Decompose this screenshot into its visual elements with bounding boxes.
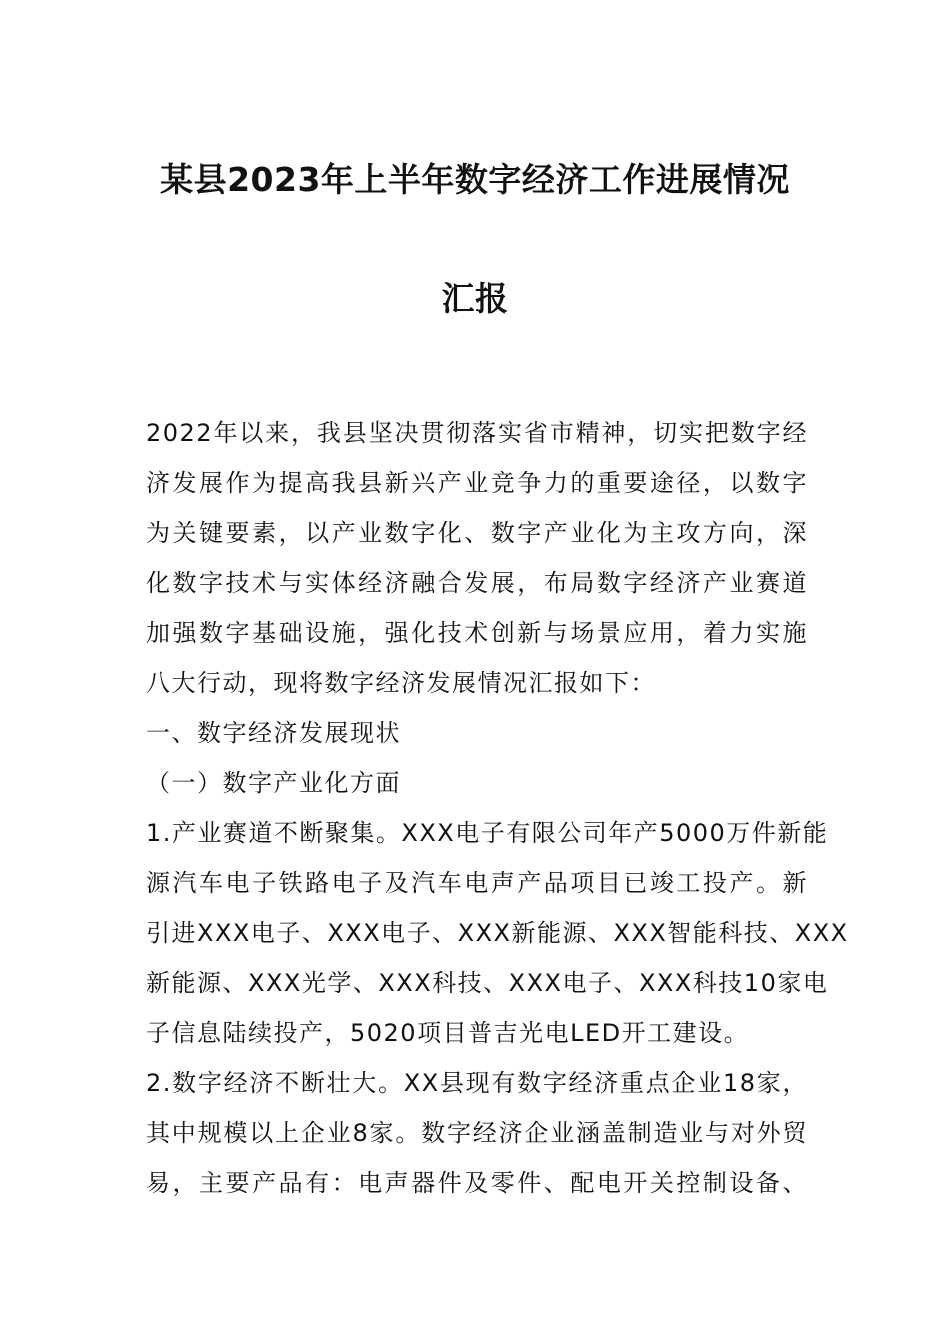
body-line: 引进XXX电子、XXX电子、XXX新能源、XXX智能科技、XXX [146, 919, 849, 947]
body-line: 1.产业赛道不断聚集。XXX电子有限公司年产5000万件新能 [146, 819, 829, 847]
body-line: 2022年以来，我县坚决贯彻落实省市精神，切实把数字经 [146, 419, 808, 447]
body-line: 其中规模以上企业8家。数字经济企业涵盖制造业与对外贸 [146, 1119, 808, 1147]
body-line: 加强数字基础设施，强化技术创新与场景应用，着力实施 [146, 619, 808, 647]
body-line: 化数字技术与实体经济融合发展，布局数字经济产业赛道 [146, 569, 808, 597]
body-line: 源汽车电子铁路电子及汽车电声产品项目已竣工投产。新 [146, 869, 808, 897]
body-line: 济发展作为提高我县新兴产业竞争力的重要途径，以数字 [146, 469, 808, 497]
body-line: 子信息陆续投产，5020项目普吉光电LED开工建设。 [146, 1019, 750, 1047]
document-body [146, 408, 849, 1208]
section-heading: 一、数字经济发展现状 [146, 719, 401, 747]
document-title-line-1: 某县2023年上半年数字经济工作进展情况 [160, 160, 790, 199]
subsection-heading: （一）数字产业化方面 [146, 769, 401, 797]
body-line: 新能源、XXX光学、XXX科技、XXX电子、XXX科技10家电 [146, 969, 829, 997]
body-line: 易，主要产品有：电声器件及零件、配电开关控制设备、 [146, 1169, 808, 1197]
body-line: 2.数字经济不断壮大。XX县现有数字经济重点企业18家， [146, 1069, 808, 1097]
body-line: 为关键要素，以产业数字化、数字产业化为主攻方向，深 [146, 519, 808, 547]
document-title-line-2: 汇报 [441, 279, 509, 318]
body-line: 八大行动，现将数字经济发展情况汇报如下： [146, 669, 656, 697]
